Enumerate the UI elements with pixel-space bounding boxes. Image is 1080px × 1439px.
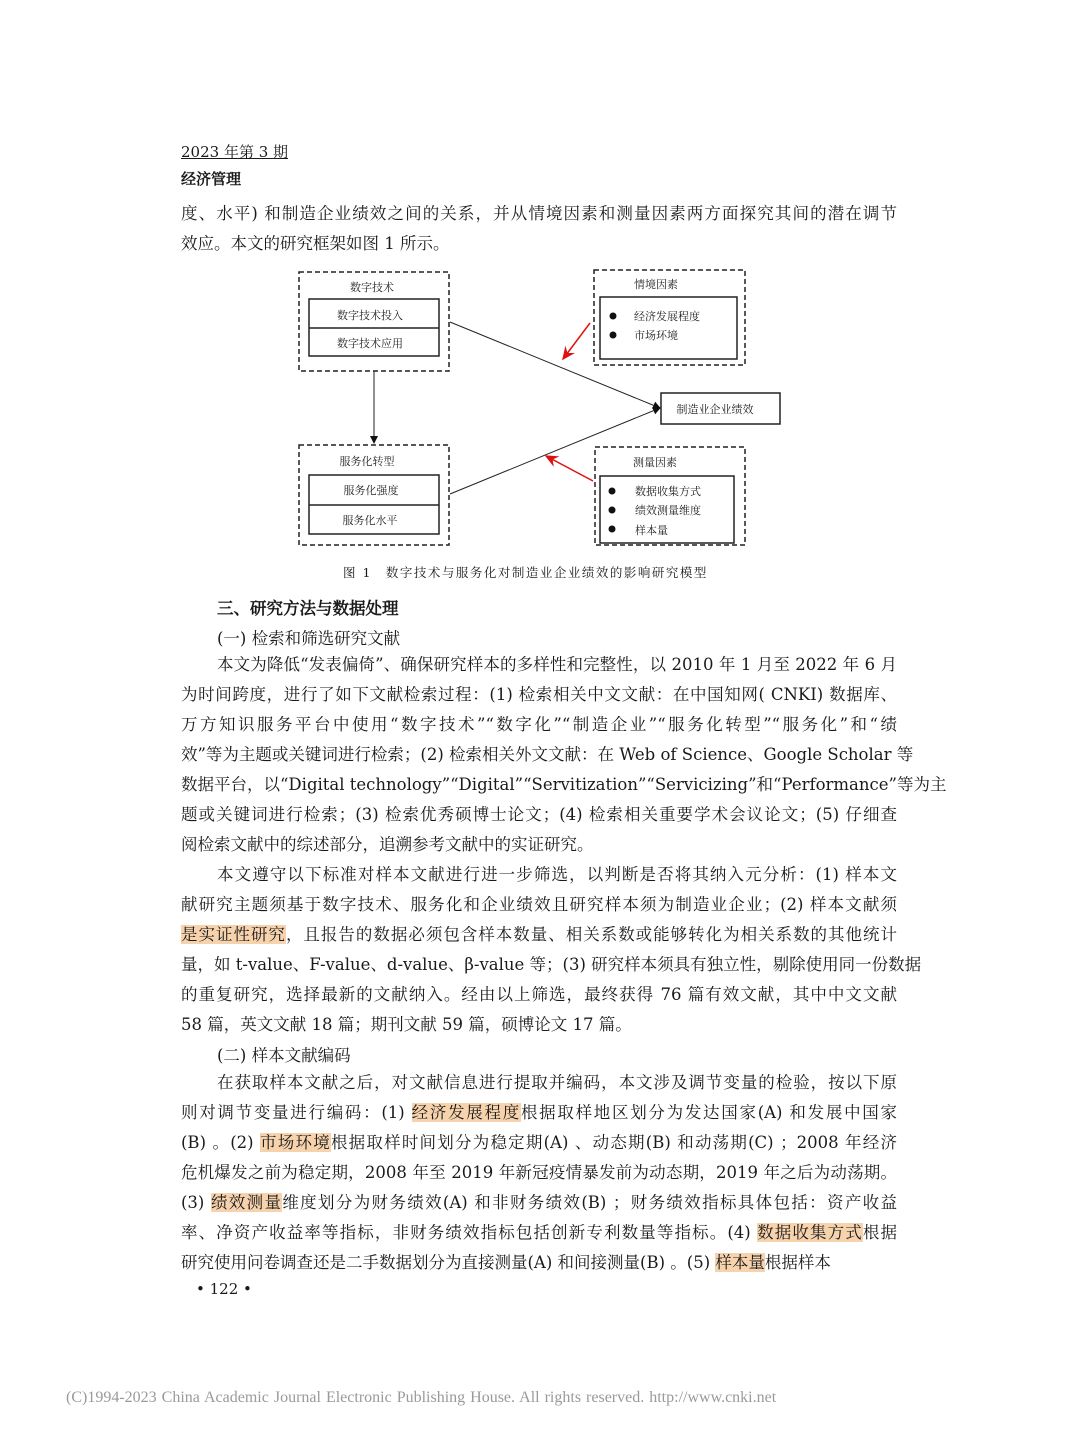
text-segment: 为时间跨度，进行了如下文献检索过程：(1) 检索相关中文文献：在中国知网( CNKI) 数据库、 <box>181 685 897 704</box>
text-line <box>181 894 897 916</box>
text-segment: 量，如 t-value、F-value、d-value、β-value 等；(3) 研究样本须具有独立性，剔除使用同一份数据 <box>181 955 922 974</box>
text-line <box>181 1222 897 1244</box>
page-number: • 122 • <box>196 1280 252 1298</box>
servitization-item: 服务化强度 <box>343 484 399 497</box>
text-line <box>181 774 947 796</box>
text-segment: 研究使用问卷调查还是二手数据划分为直接测量(A) 和间接测量(B) 。(5) <box>181 1253 716 1272</box>
journal-name: 经济管理 <box>181 170 242 188</box>
text-line <box>217 1072 897 1094</box>
text-segment: (3) <box>181 1193 211 1212</box>
servitization-title: 服务化转型 <box>339 455 395 468</box>
text-line <box>181 1192 897 1214</box>
text-segment: 危机爆发之前为稳定期，2008 年至 2019 年新冠疫情暴发前为动态期，2019 年之后为动荡期。 <box>181 1163 897 1182</box>
servitization-item: 服务化水平 <box>342 514 398 527</box>
bullet-icon <box>610 332 617 339</box>
measurement-title: 测量因素 <box>633 456 677 469</box>
digital-tech-item: 数字技术投入 <box>337 309 403 322</box>
outcome-label: 制造业企业绩效 <box>676 403 754 416</box>
text-segment: 根据样本 <box>764 1253 831 1272</box>
bullet-icon <box>609 488 616 495</box>
text-line <box>181 924 897 946</box>
text-segment: 率、净资产收益率等指标，非财务绩效指标包括创新专利数量等指标。(4) <box>181 1223 758 1242</box>
highlighted-text: 数据收集方式 <box>757 1223 863 1242</box>
text-segment: ，且报告的数据必须包含样本数量、相关系数或能够转化为相关系数的其他统计 <box>285 925 898 944</box>
section-heading: 三、研究方法与数据处理 <box>217 599 399 618</box>
text-line <box>181 1252 897 1274</box>
research-framework-figure <box>0 0 1080 600</box>
text-segment: 在获取样本文献之后，对文献信息进行提取并编码，本文涉及调节变量的检验，按以下原 <box>217 1073 897 1092</box>
measurement-item: 样本量 <box>635 524 668 537</box>
text-segment: 维度划分为财务绩效(A) 和非财务绩效(B) ；财务绩效指标具体包括：资产收益 <box>282 1193 898 1212</box>
text-segment: 则对调节变量进行编码：(1) <box>181 1103 412 1122</box>
digital-tech-item: 数字技术应用 <box>337 337 403 350</box>
text-line <box>181 714 897 736</box>
text-line <box>181 954 922 976</box>
text-segment: 万方知识服务平台中使用“数字技术”“数字化”“制造企业”“服务化转型”“服务化”和“绩 <box>181 715 897 734</box>
highlighted-text: 市场环境 <box>260 1133 331 1152</box>
text-segment: 效”等为主题或关键词进行检索；(2) 检索相关外文文献：在 Web of Science、Google Scholar 等 <box>181 745 914 764</box>
situational-title: 情境因素 <box>634 278 678 291</box>
text-line <box>181 1132 897 1154</box>
journal-issue: 2023 年第 3 期 <box>181 143 289 161</box>
measurement-item: 数据收集方式 <box>635 485 701 498</box>
text-segment: 阅检索文献中的综述部分，追溯参考文献中的实证研究。 <box>181 835 594 854</box>
bullet-icon <box>609 526 616 533</box>
text-line <box>217 864 897 886</box>
highlighted-text: 样本量 <box>715 1253 765 1272</box>
text-segment: 根据取样地区划分为发达国家(A) 和发展中国家 <box>520 1103 897 1122</box>
text-segment: 本文遵守以下标准对样本文献进行进一步筛选，以判断是否将其纳入元分析：(1) 样本文 <box>217 865 897 884</box>
figure-caption: 图 1 数字技术与服务化对制造业企业绩效的影响研究模型 <box>343 565 708 580</box>
highlighted-text: 是实证性研究 <box>181 925 286 944</box>
text-line <box>181 1102 897 1124</box>
text-line <box>181 804 897 826</box>
text-segment: 的重复研究，选择最新的文献纳入。经由以上筛选，最终获得 76 篇有效文献，其中中文文献 <box>181 985 897 1004</box>
digital-tech-title: 数字技术 <box>350 281 394 294</box>
text-segment: 根据 <box>862 1223 897 1242</box>
moderation-arrow-measurement <box>546 456 593 481</box>
text-line <box>217 654 897 676</box>
text-segment: 效应。本文的研究框架如图 1 所示。 <box>181 234 450 253</box>
text-line <box>181 684 897 706</box>
situational-item: 经济发展程度 <box>634 310 700 323</box>
measurement-item: 绩效测量维度 <box>635 504 701 517</box>
text-segment: 度、水平) 和制造企业绩效之间的关系，并从情境因素和测量因素两方面探究其间的潜在调节 <box>181 204 897 223</box>
moderation-arrow-situational <box>563 323 590 359</box>
highlighted-text: 经济发展程度 <box>411 1103 521 1122</box>
situational-item: 市场环境 <box>634 329 678 342</box>
copyright-footer: (C)1994-2023 China Academic Journal Electronic Publishing House. All rights reserved. http://www.cnki.net <box>66 1389 777 1406</box>
text-segment: 58 篇，英文文献 18 篇；期刊文献 59 篇，硕博论文 17 篇。 <box>181 1015 632 1034</box>
subsection-heading-1: (一) 检索和筛选研究文献 <box>217 629 401 648</box>
text-segment: 题或关键词进行检索；(3) 检索优秀硕博士论文；(4) 检索相关重要学术会议论文；(5) 仔细查 <box>181 805 897 824</box>
text-segment: 献研究主题须基于数字技术、服务化和企业绩效且研究样本须为制造业企业；(2) 样本文献须 <box>181 895 897 914</box>
text-segment: 数据平台，以“Digital technology”“Digital”“Servitization”“Servicizing”和“Performance”等为主 <box>181 775 947 794</box>
highlighted-text: 绩效测量 <box>210 1193 283 1212</box>
text-line <box>181 744 914 766</box>
text-line <box>181 1162 897 1184</box>
bullet-icon <box>610 313 617 320</box>
text-line <box>181 984 897 1006</box>
text-segment: (B) 。(2) <box>181 1133 261 1152</box>
arrow-servitization-to-performance <box>450 408 660 494</box>
text-segment: 根据取样时间划分为稳定期(A) 、动态期(B) 和动荡期(C) ；2008 年经济 <box>330 1133 897 1152</box>
text-segment: 本文为降低“发表偏倚”、确保研究样本的多样性和完整性，以 2010 年 1 月至 2022 年 6 月 <box>217 655 897 674</box>
text-line <box>181 834 897 856</box>
subsection-heading-2: (二) 样本文献编码 <box>217 1046 351 1065</box>
bullet-icon <box>609 507 616 514</box>
text-line <box>181 1014 897 1036</box>
